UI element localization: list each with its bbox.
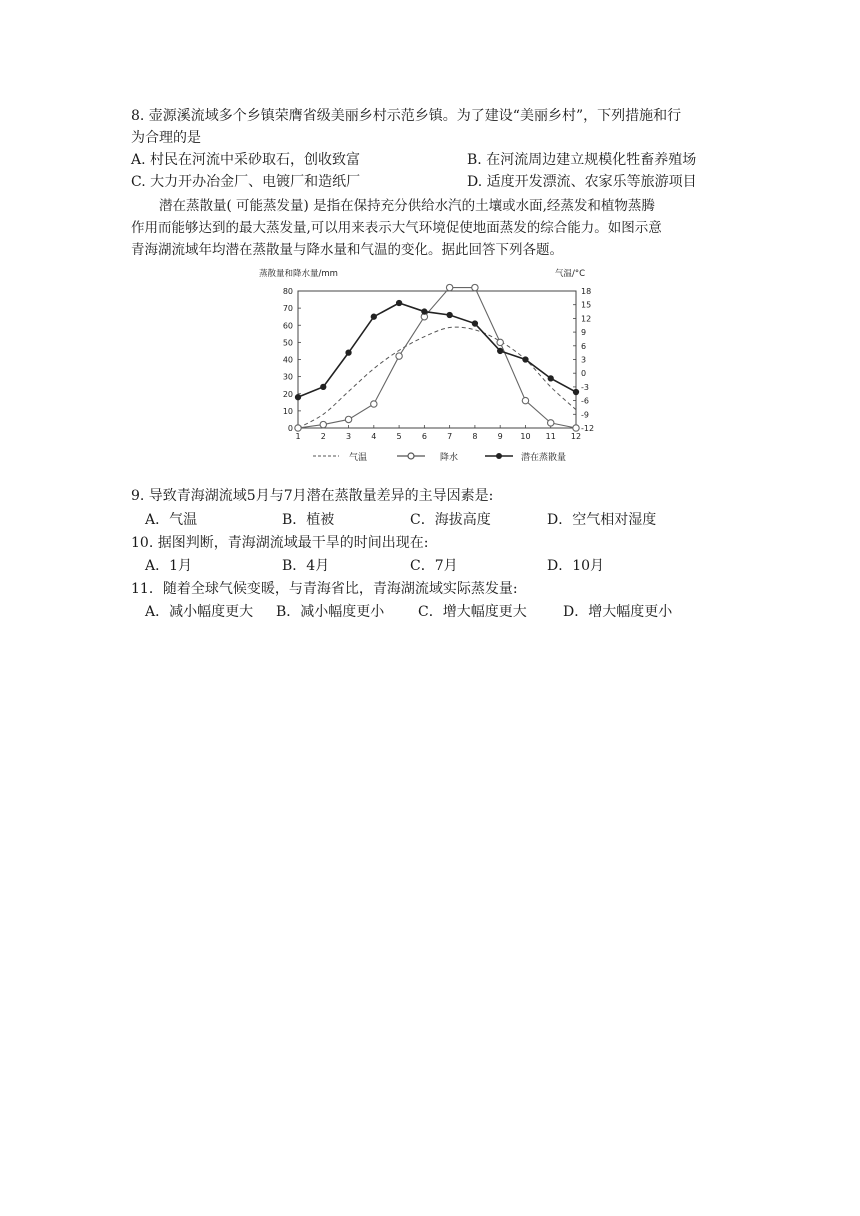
legend-temp-label: 气温 (349, 453, 368, 463)
q8-stem-line2: 为合理的是 (131, 130, 201, 146)
x-tick-label: 7 (447, 432, 453, 441)
q10-option-b: B．4月 (282, 558, 330, 574)
precip-point (573, 425, 579, 431)
q11-option-b: B．减小幅度更小 (276, 604, 385, 620)
q11-stem: 11．随着全球气候变暖，与青海省比，青海湖流域实际蒸发量: (131, 581, 518, 597)
legend-precip-label: 降水 (440, 453, 459, 463)
y-right-axis-label: 气温/°C (555, 269, 586, 279)
x-tick-label: 3 (345, 432, 352, 441)
y-right-tick-label: -12 (581, 424, 595, 433)
precip-point (320, 421, 326, 427)
precip-point (446, 284, 452, 290)
x-tick-label: 1 (295, 432, 301, 441)
q8-option-b: B. 在河流周边建立规模化牲畜养殖场 (467, 152, 697, 168)
y-right-tick-label: -9 (581, 410, 589, 420)
q9-option-d: D．空气相对湿度 (547, 512, 657, 528)
precip-point (472, 284, 478, 290)
q10-option-d: D．10月 (547, 558, 605, 574)
q10-option-a: A．1月 (145, 558, 193, 574)
intro-line2: 作用而能够达到的最大蒸发量,可以用来表示大气环境促使地面蒸发的综合能力。如图示意 (131, 220, 662, 236)
legend-pet-marker (496, 453, 502, 459)
q11-option-d: D．增大幅度更小 (563, 604, 673, 620)
pet-point (523, 357, 528, 362)
y-left-tick-label: 20 (282, 389, 293, 399)
q9-option-a: A．气温 (145, 512, 198, 528)
q8-stem-line1: 8. 壶源溪流域多个乡镇荣膺省级美丽乡村示范乡镇。为了建设“美丽乡村”，下列措施和行 (131, 108, 682, 124)
y-left-tick-label: 40 (282, 355, 293, 365)
x-tick-label: 4 (371, 432, 377, 441)
q8-option-c: C. 大力开办冶金厂、电镀厂和造纸厂 (131, 174, 361, 190)
y-right-tick-label: 3 (581, 355, 587, 365)
pet-point (498, 348, 503, 353)
q8-option-a: A. 村民在河流中采砂取石，创收致富 (131, 152, 361, 168)
q9-option-c: C．海拔高度 (410, 512, 491, 528)
y-left-tick-label: 10 (282, 406, 293, 416)
intro-line1: 潜在蒸散量( 可能蒸发量) 是指在保持充分供给水汽的土壤或水面,经蒸发和植物蒸腾 (159, 198, 655, 214)
x-tick-label: 11 (545, 432, 556, 441)
precip-point (295, 425, 301, 431)
series-temperature-line (298, 327, 576, 428)
precip-point (371, 401, 377, 407)
y-right-tick-label: 12 (581, 314, 592, 324)
y-left-tick-label: 30 (282, 372, 293, 382)
y-right-tick-label: 0 (581, 369, 587, 379)
y-left-tick-label: 0 (287, 424, 293, 433)
pet-point (422, 309, 427, 314)
climate-chart (255, 264, 595, 470)
q11-option-c: C．增大幅度更大 (418, 604, 527, 620)
x-tick-label: 9 (497, 432, 503, 441)
precip-point (522, 397, 528, 403)
x-tick-label: 6 (421, 432, 427, 441)
y-left-tick-label: 50 (282, 338, 293, 348)
q9-stem: 9. 导致青海湖流域5月与7月潜在蒸散量差异的主导因素是: (131, 488, 494, 504)
q9-option-b: B．植被 (282, 512, 335, 528)
precip-point (345, 416, 351, 422)
legend-pet-label: 潜在蒸散量 (521, 453, 567, 463)
pet-point (396, 300, 401, 305)
intro-line3: 青海湖流域年均潜在蒸散量与降水量和气温的变化。据此回答下列各题。 (131, 242, 563, 258)
y-left-tick-label: 60 (282, 321, 293, 331)
plot-frame (298, 291, 576, 428)
q8-option-d: D. 适度开发漂流、农家乐等旅游项目 (467, 174, 697, 190)
y-left-axis-label: 蒸散量和降水量/mm (259, 269, 338, 279)
pet-point (573, 389, 578, 394)
series-pet-line (298, 303, 576, 397)
precip-point (497, 339, 503, 345)
pet-point (371, 314, 376, 319)
precip-point (396, 353, 402, 359)
y-left-tick-label: 80 (282, 287, 293, 296)
x-tick-label: 8 (472, 432, 478, 441)
axes-group (283, 287, 594, 441)
pet-point (472, 321, 477, 326)
pet-point (295, 395, 300, 400)
q10-stem: 10. 据图判断，青海湖流域最干旱的时间出现在: (131, 535, 429, 551)
x-tick-label: 2 (320, 432, 326, 441)
pet-point (447, 312, 452, 317)
y-left-tick-label: 70 (282, 304, 293, 314)
y-right-tick-label: 6 (581, 341, 587, 351)
pet-point (346, 350, 351, 355)
q10-option-c: C．7月 (410, 558, 458, 574)
x-tick-label: 12 (570, 432, 582, 441)
y-right-tick-label: 9 (581, 328, 587, 338)
q11-option-a: A．减小幅度更大 (145, 604, 254, 620)
legend (313, 451, 566, 463)
series-precip-line (298, 288, 576, 428)
precip-point (548, 420, 554, 426)
series-group (295, 284, 579, 431)
legend-precip-marker (408, 453, 414, 459)
x-tick-label: 10 (520, 432, 531, 441)
y-right-tick-label: -6 (581, 396, 589, 406)
pet-point (321, 384, 326, 389)
y-right-tick-label: -3 (581, 382, 589, 392)
y-right-tick-label: 18 (581, 287, 592, 296)
x-tick-label: 5 (396, 432, 402, 441)
y-right-tick-label: 15 (581, 300, 592, 310)
pet-point (548, 376, 553, 381)
